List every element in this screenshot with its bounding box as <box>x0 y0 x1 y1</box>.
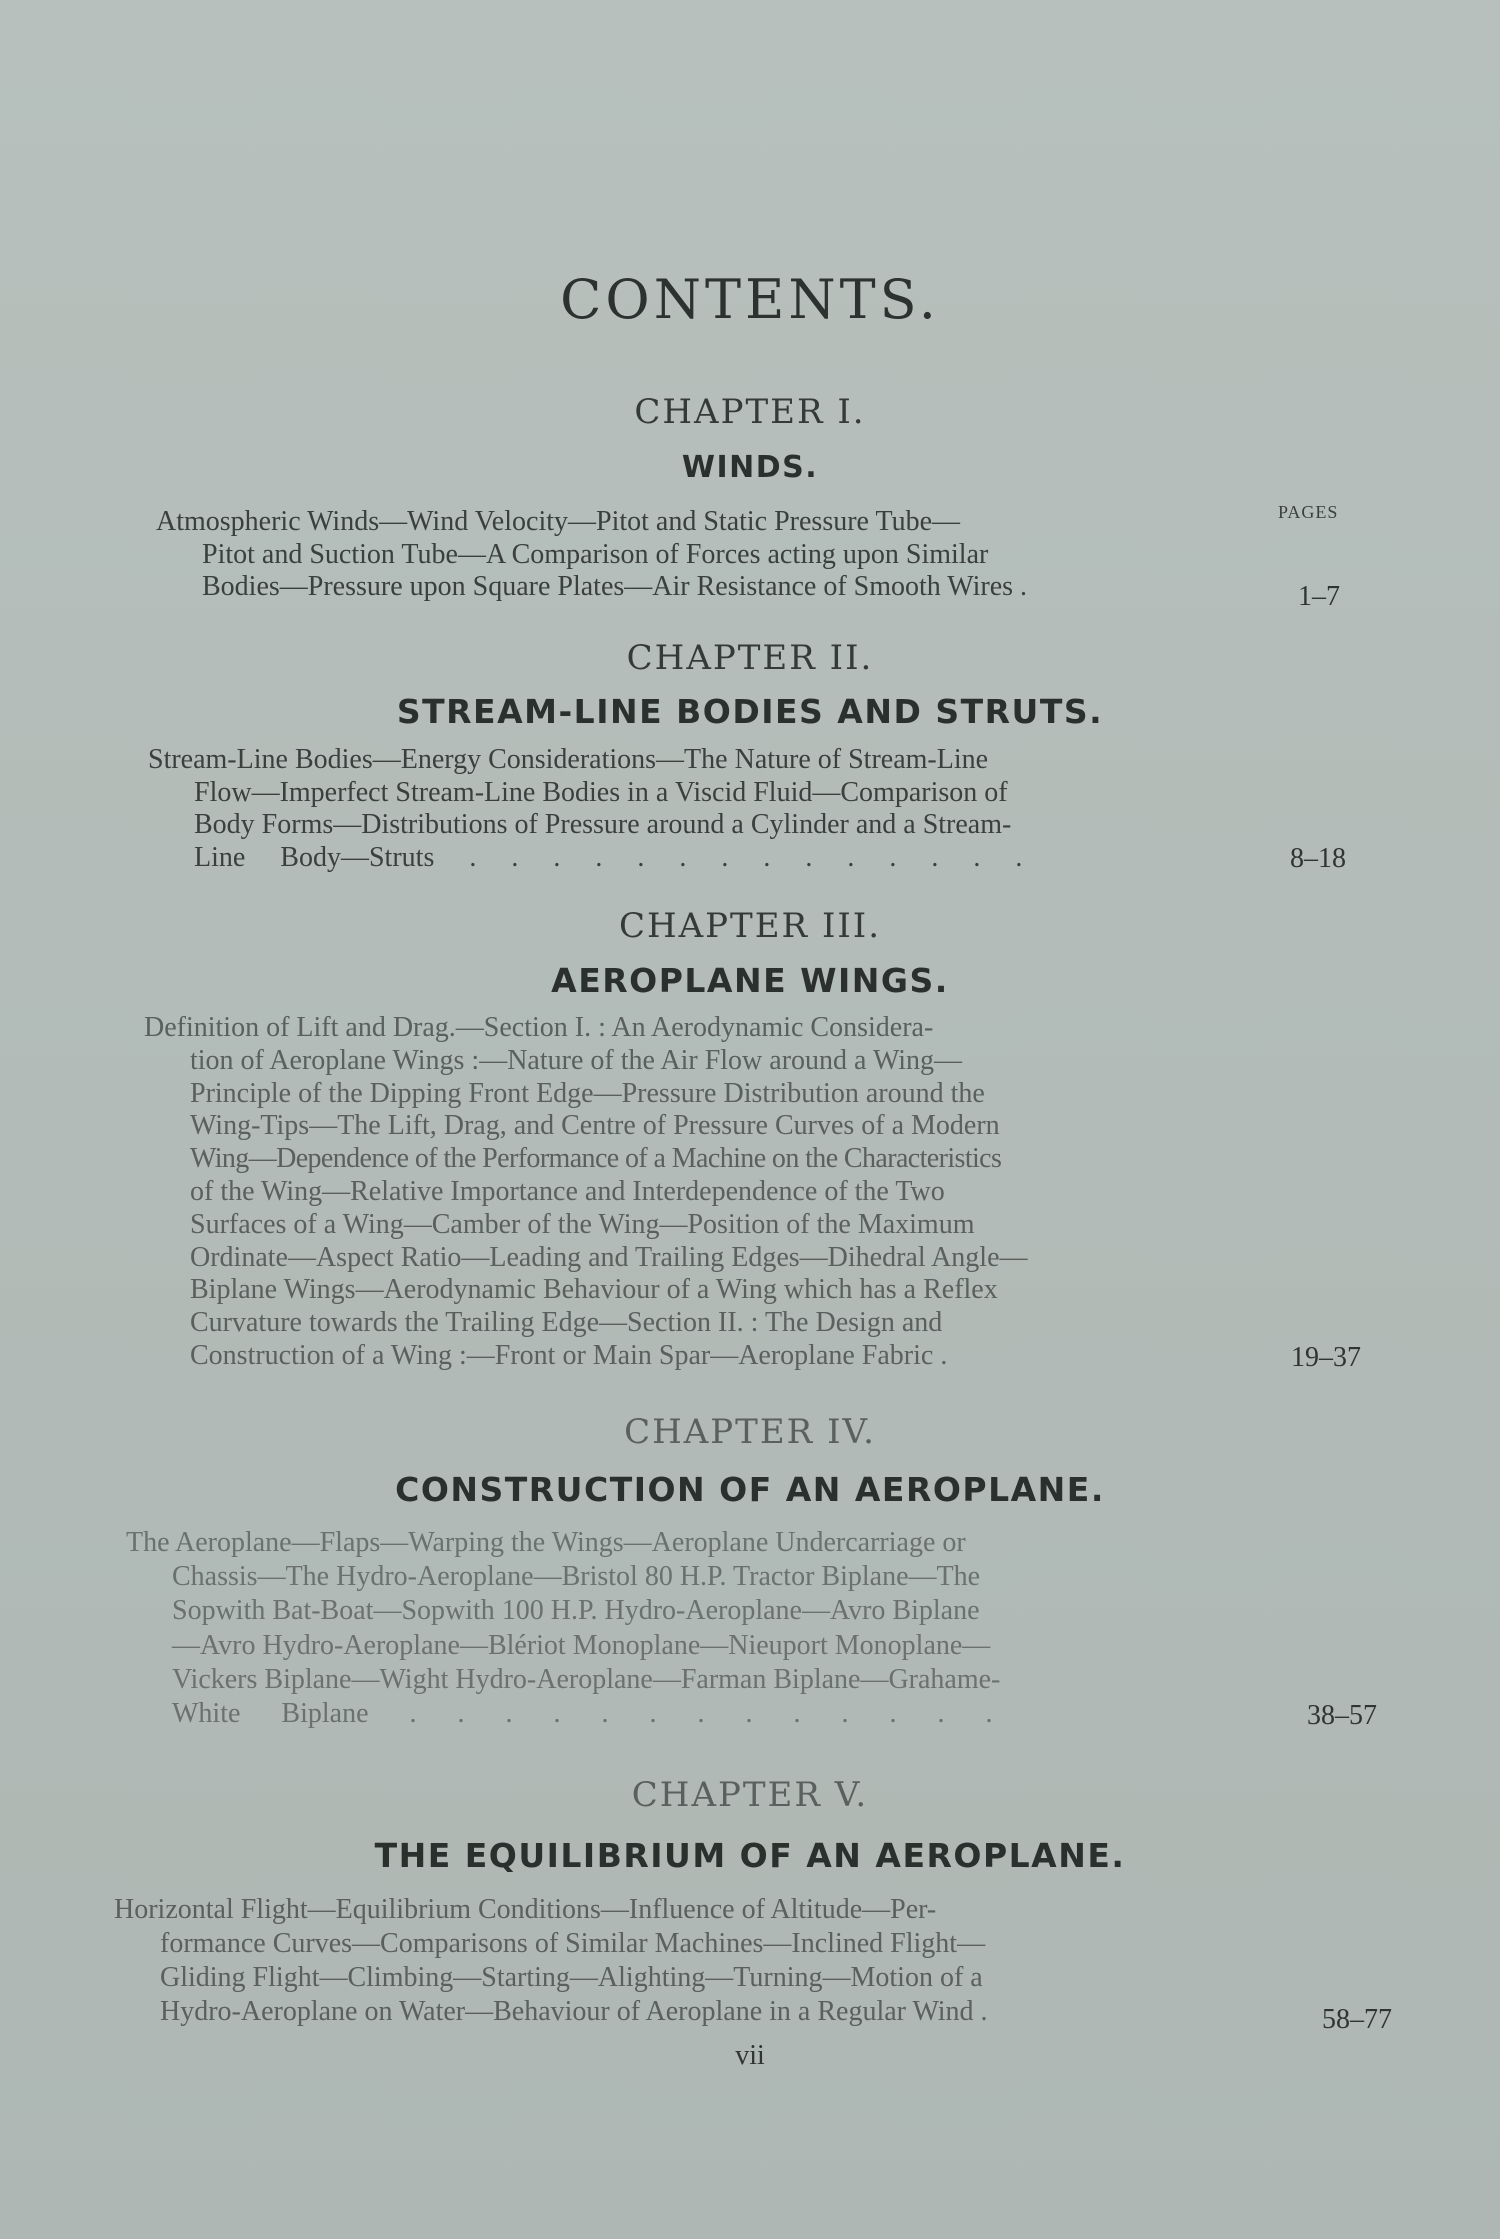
chapter-1-label: CHAPTER I. <box>634 392 866 432</box>
summary-line: Principle of the Dipping Front Edge—Pressure Distribution around the <box>190 1077 985 1109</box>
chapter-5-title: THE EQUILIBRIUM OF AN AEROPLANE. <box>374 1836 1126 1875</box>
summary-line: Wing—Dependence of the Performance of a Machine on the Characteristics <box>190 1143 1002 1175</box>
summary-line: Chassis—The Hydro-Aeroplane—Bristol 80 H.P. Tractor Biplane—The <box>172 1561 981 1593</box>
summary-line: Body Forms—Distributions of Pressure around a Cylinder and a Stream- <box>194 809 1012 840</box>
summary-line: Bodies—Pressure upon Square Plates—Air Resistance of Smooth Wires . <box>202 571 1028 602</box>
chapter-5-label: CHAPTER V. <box>631 1775 869 1815</box>
chapter-4-title: CONSTRUCTION OF AN AEROPLANE. <box>395 1470 1105 1509</box>
chapter-4-pages: 38–57 <box>1307 1700 1377 1731</box>
chapter-1-title: WINDS. <box>681 450 819 485</box>
chapter-4-summary <box>126 1526 1256 1731</box>
summary-line: Atmospheric Winds—Wind Velocity—Pitot and Static Pressure Tube— <box>156 506 961 537</box>
chapter-3-label: CHAPTER III. <box>618 906 882 946</box>
chapter-1-pages: 1–7 <box>1298 581 1340 612</box>
summary-line: Definition of Lift and Drag.—Section I. : An Aerodynamic Considera- <box>144 1012 934 1043</box>
chapter-2-title: STREAM-LINE BODIES AND STRUTS. <box>396 692 1104 731</box>
chapter-2-pages: 8–18 <box>1290 843 1346 874</box>
summary-line: Pitot and Suction Tube—A Comparison of Forces acting upon Similar <box>202 538 989 570</box>
chapter-1-summary <box>156 506 1226 604</box>
summary-line: Stream-Line Bodies—Energy Considerations—The Nature of Stream-Line <box>148 744 989 775</box>
summary-line: Curvature towards the Trailing Edge—Section II. : The Design and <box>190 1307 943 1339</box>
summary-line: Vickers Biplane—Wight Hydro-Aeroplane—Farman Biplane—Grahame- <box>172 1663 1001 1695</box>
summary-line: Line Body—Struts . . . . . . . . . . . . . . <box>194 841 1023 873</box>
summary-line: Gliding Flight—Climbing—Starting—Alighting—Turning—Motion of a <box>160 1962 983 1993</box>
summary-line: Biplane Wings—Aerodynamic Behaviour of a Wing which has a Reflex <box>190 1274 998 1306</box>
chapter-5-summary <box>114 1893 1274 2029</box>
summary-line: White Biplane . . . . . . . . . . . . . <box>172 1698 993 1730</box>
chapter-5-pages: 58–77 <box>1322 2004 1392 2035</box>
summary-line: Wing-Tips—The Lift, Drag, and Centre of Pressure Curves of a Modern <box>190 1110 1000 1142</box>
summary-line: Flow—Imperfect Stream-Line Bodies in a Viscid Fluid—Comparison of <box>194 776 1008 808</box>
chapter-2-summary <box>148 744 1228 874</box>
page-number: vii <box>735 2040 765 2071</box>
summary-line: Ordinate—Aspect Ratio—Leading and Trailing Edges—Dihedral Angle— <box>190 1241 1028 1273</box>
summary-line: The Aeroplane—Flaps—Warping the Wings—Aeroplane Undercarriage or <box>126 1527 966 1558</box>
chapter-3-summary <box>144 1012 1239 1373</box>
summary-line: tion of Aeroplane Wings :—Nature of the Air Flow around a Wing— <box>190 1044 963 1076</box>
summary-line: Sopwith Bat-Boat—Sopwith 100 H.P. Hydro-Aeroplane—Avro Biplane <box>172 1595 980 1627</box>
summary-line: formance Curves—Comparisons of Similar Machines—Inclined Flight— <box>160 1928 986 1959</box>
summary-line: Construction of a Wing :—Front or Main Spar—Aeroplane Fabric . <box>190 1339 948 1371</box>
summary-line: Horizontal Flight—Equilibrium Conditions—Influence of Altitude—Per- <box>114 1894 937 1925</box>
chapter-3-title: AEROPLANE WINGS. <box>551 961 949 1000</box>
summary-line: —Avro Hydro-Aeroplane—Blériot Monoplane—Nieuport Monoplane— <box>172 1629 991 1661</box>
chapter-2-label: CHAPTER II. <box>626 638 874 678</box>
pages-column-header: PAGES <box>1278 502 1339 522</box>
summary-line: Hydro-Aeroplane on Water—Behaviour of Aeroplane in a Regular Wind . <box>160 1996 988 2027</box>
chapter-3-pages: 19–37 <box>1291 1342 1361 1373</box>
summary-line: Surfaces of a Wing—Camber of the Wing—Position of the Maximum <box>190 1208 975 1240</box>
page-title: CONTENTS. <box>560 268 940 331</box>
summary-line: of the Wing—Relative Importance and Interdependence of the Two <box>190 1175 945 1207</box>
chapter-4-label: CHAPTER IV. <box>624 1412 876 1452</box>
